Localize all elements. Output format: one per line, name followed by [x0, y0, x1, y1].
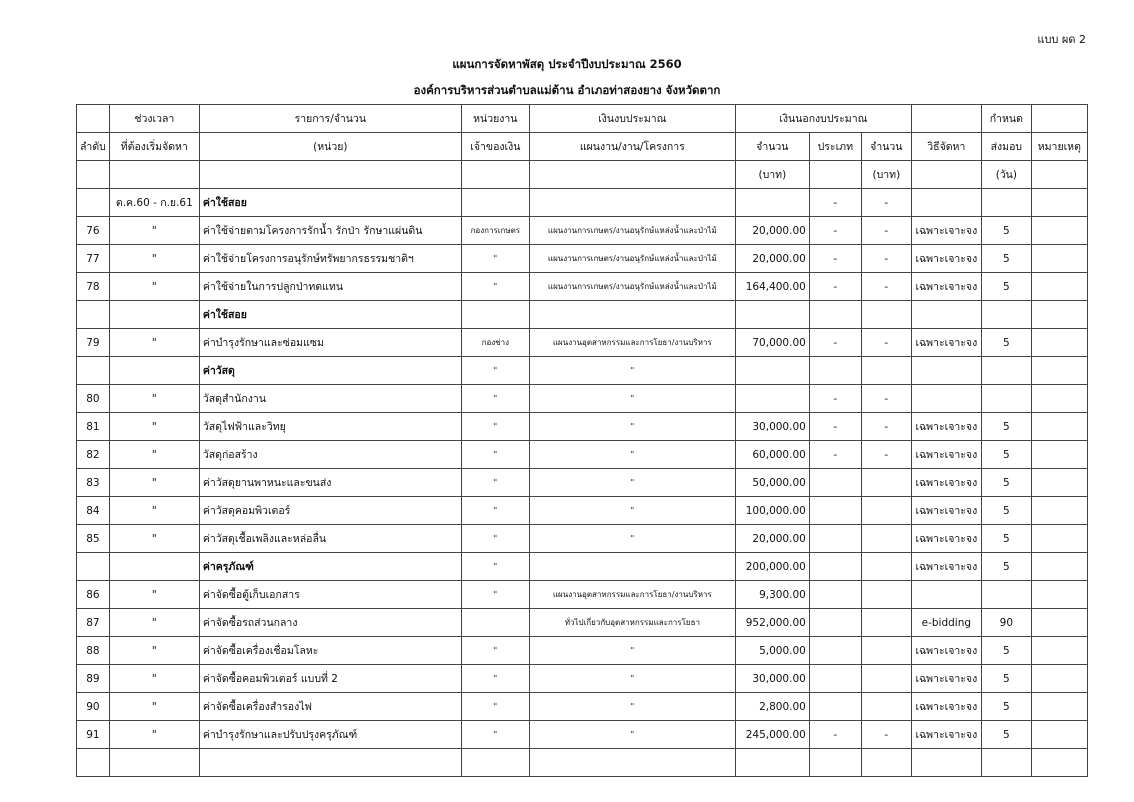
row-unit: " [461, 693, 529, 721]
row-plan: " [529, 357, 735, 385]
row-type: - [809, 189, 861, 217]
row-item: ค่าจัดซื้อตู้เก็บเอกสาร [199, 581, 461, 609]
row-number: 82 [77, 441, 110, 469]
row-plan: แผนงานอุตสาหกรรมและการโยธา/งานบริหาร [529, 329, 735, 357]
document-title: แผนการจัดหาพัสดุ ประจำปีงบประมาณ 2560 [452, 57, 682, 71]
row-unit [461, 749, 529, 777]
row-amount2: - [861, 329, 911, 357]
row-days [981, 581, 1031, 609]
row-remark [1031, 217, 1087, 245]
header-cell [199, 161, 461, 189]
row-plan: " [529, 525, 735, 553]
row-amount2: - [861, 245, 911, 273]
row-number [77, 553, 110, 581]
table-row [77, 497, 1088, 525]
header-budget-bottom: แผนงาน/งาน/โครงการ [529, 133, 735, 161]
row-unit: " [461, 413, 529, 441]
row-remark [1031, 749, 1087, 777]
row-method [911, 357, 981, 385]
row-period [109, 553, 199, 581]
row-number [77, 357, 110, 385]
row-plan: " [529, 693, 735, 721]
row-method [911, 301, 981, 329]
table-row [77, 385, 1088, 413]
row-number: 76 [77, 217, 110, 245]
row-days: 5 [981, 665, 1031, 693]
row-plan: แผนงานการเกษตร/งานอนุรักษ์แหล่งน้ำและป่าไม้ [529, 217, 735, 245]
row-days: 5 [981, 245, 1031, 273]
row-number: 87 [77, 609, 110, 637]
row-period: " [109, 609, 199, 637]
table-row [77, 553, 1088, 581]
row-unit: " [461, 497, 529, 525]
row-plan: แผนงานการเกษตร/งานอนุรักษ์แหล่งน้ำและป่าไม้ [529, 273, 735, 301]
row-amount: 200,000.00 [735, 553, 809, 581]
row-plan: แผนงานการเกษตร/งานอนุรักษ์แหล่งน้ำและป่าไม้ [529, 245, 735, 273]
row-amount [735, 189, 809, 217]
row-unit: " [461, 273, 529, 301]
row-method: เฉพาะเจาะจง [911, 497, 981, 525]
row-remark [1031, 497, 1087, 525]
row-amount: 70,000.00 [735, 329, 809, 357]
table-row [77, 301, 1088, 329]
document-subtitle: องค์การบริหารส่วนตำบลแม่ต้าน อำเภอท่าสองยาง จังหวัดตาก [413, 83, 721, 97]
header-period-top: ช่วงเวลา [109, 105, 199, 133]
row-method [911, 581, 981, 609]
row-remark [1031, 665, 1087, 693]
header-baht: (บาท) [735, 161, 809, 189]
row-period [109, 301, 199, 329]
header-seq: ลำดับ [77, 133, 110, 161]
row-amount2 [861, 469, 911, 497]
row-unit: " [461, 385, 529, 413]
row-type: - [809, 441, 861, 469]
row-number [77, 189, 110, 217]
row-item: ค่าวัสดุเชื้อเพลิงและหล่อลื่น [199, 525, 461, 553]
row-type [809, 665, 861, 693]
row-plan: " [529, 469, 735, 497]
row-remark [1031, 469, 1087, 497]
row-period: " [109, 385, 199, 413]
row-method: เฉพาะเจาะจง [911, 441, 981, 469]
row-type [809, 637, 861, 665]
row-days [981, 749, 1031, 777]
row-days [981, 189, 1031, 217]
table-row [77, 329, 1088, 357]
row-plan: " [529, 413, 735, 441]
row-remark [1031, 581, 1087, 609]
header-baht2: (บาท) [861, 161, 911, 189]
header-unit-top: หน่วยงาน [461, 105, 529, 133]
row-remark [1031, 329, 1087, 357]
row-item: ค่าใช้สอย [199, 189, 461, 217]
table-row [77, 637, 1088, 665]
row-remark [1031, 245, 1087, 273]
row-item: ค่าวัสดุคอมพิวเตอร์ [199, 497, 461, 525]
row-period: " [109, 217, 199, 245]
row-item: ค่าวัสดุ [199, 357, 461, 385]
row-method: เฉพาะเจาะจง [911, 245, 981, 273]
row-plan: " [529, 497, 735, 525]
row-period: " [109, 693, 199, 721]
table-row [77, 721, 1088, 749]
row-days: 5 [981, 441, 1031, 469]
table-row [77, 217, 1088, 245]
row-unit: " [461, 469, 529, 497]
row-number: 83 [77, 469, 110, 497]
row-days: 5 [981, 497, 1031, 525]
row-type [809, 357, 861, 385]
row-plan: " [529, 385, 735, 413]
row-method: เฉพาะเจาะจง [911, 721, 981, 749]
row-amount2 [861, 693, 911, 721]
header-amount2: จำนวน [861, 133, 911, 161]
row-period: " [109, 469, 199, 497]
header-row-1 [77, 105, 1088, 133]
row-unit: " [461, 721, 529, 749]
row-number: 84 [77, 497, 110, 525]
header-period-bottom: ที่ต้องเริ่มจัดหา [109, 133, 199, 161]
row-remark [1031, 441, 1087, 469]
row-amount2 [861, 637, 911, 665]
header-row-3 [77, 161, 1088, 189]
row-days: 5 [981, 525, 1031, 553]
row-period: " [109, 525, 199, 553]
row-amount2: - [861, 189, 911, 217]
row-amount [735, 357, 809, 385]
row-amount: 100,000.00 [735, 497, 809, 525]
header-remark: หมายเหตุ [1031, 133, 1087, 161]
row-method: เฉพาะเจาะจง [911, 469, 981, 497]
row-type [809, 469, 861, 497]
row-method: เฉพาะเจาะจง [911, 217, 981, 245]
header-unit-bottom: เจ้าของเงิน [461, 133, 529, 161]
row-period: " [109, 497, 199, 525]
table-row [77, 413, 1088, 441]
row-amount2: - [861, 273, 911, 301]
row-unit: กองการเกษตร [461, 217, 529, 245]
table-row [77, 749, 1088, 777]
header-cell [911, 105, 981, 133]
row-unit: " [461, 357, 529, 385]
row-days [981, 357, 1031, 385]
row-remark [1031, 721, 1087, 749]
row-days: 5 [981, 469, 1031, 497]
row-type [809, 693, 861, 721]
row-amount2 [861, 525, 911, 553]
table-row [77, 609, 1088, 637]
header-type: ประเภท [809, 133, 861, 161]
row-method: เฉพาะเจาะจง [911, 553, 981, 581]
header-cell [1031, 161, 1087, 189]
row-amount: 50,000.00 [735, 469, 809, 497]
header-items-bottom: (หน่วย) [199, 133, 461, 161]
row-item: ค่าใช้สอย [199, 301, 461, 329]
row-plan: " [529, 721, 735, 749]
table-row [77, 525, 1088, 553]
row-period [109, 749, 199, 777]
row-amount2 [861, 749, 911, 777]
table-row [77, 273, 1088, 301]
row-method: เฉพาะเจาะจง [911, 329, 981, 357]
header-deadline-top: กำหนด [981, 105, 1031, 133]
table-row [77, 357, 1088, 385]
row-amount2 [861, 357, 911, 385]
row-amount [735, 385, 809, 413]
row-remark [1031, 301, 1087, 329]
row-days: 5 [981, 637, 1031, 665]
row-type: - [809, 721, 861, 749]
row-amount2 [861, 497, 911, 525]
row-method [911, 749, 981, 777]
form-code: แบบ ผด 2 [1037, 33, 1086, 46]
row-type: - [809, 385, 861, 413]
row-method: เฉพาะเจาะจง [911, 413, 981, 441]
row-type: - [809, 413, 861, 441]
row-period: " [109, 245, 199, 273]
header-row-2 [77, 133, 1088, 161]
row-period: " [109, 665, 199, 693]
row-item: ค่าใช้จ่ายโครงการอนุรักษ์ทรัพยากรธรรมชาติฯ [199, 245, 461, 273]
row-number: 91 [77, 721, 110, 749]
header-amount: จำนวน [735, 133, 809, 161]
row-remark [1031, 357, 1087, 385]
table-row [77, 245, 1088, 273]
table-row [77, 189, 1088, 217]
table-row [77, 469, 1088, 497]
row-item: ค่าครุภัณฑ์ [199, 553, 461, 581]
row-item: วัสดุก่อสร้าง [199, 441, 461, 469]
row-remark [1031, 385, 1087, 413]
row-days: 5 [981, 721, 1031, 749]
row-item: ค่าจัดซื้อรถส่วนกลาง [199, 609, 461, 637]
row-amount2 [861, 581, 911, 609]
row-amount2 [861, 301, 911, 329]
row-amount: 5,000.00 [735, 637, 809, 665]
row-method: เฉพาะเจาะจง [911, 693, 981, 721]
row-item: วัสดุสำนักงาน [199, 385, 461, 413]
row-number: 79 [77, 329, 110, 357]
row-days: 5 [981, 273, 1031, 301]
row-type [809, 581, 861, 609]
row-item: วัสดุไฟฟ้าและวิทยุ [199, 413, 461, 441]
row-number [77, 749, 110, 777]
row-number: 81 [77, 413, 110, 441]
row-item: ค่าจัดซื้อคอมพิวเตอร์ แบบที่ 2 [199, 665, 461, 693]
header-budget-top: เงินงบประมาณ [529, 105, 735, 133]
header-cell [911, 161, 981, 189]
row-remark [1031, 189, 1087, 217]
row-unit: กองช่าง [461, 329, 529, 357]
row-method: เฉพาะเจาะจง [911, 665, 981, 693]
row-period: " [109, 273, 199, 301]
row-unit: " [461, 525, 529, 553]
header-cell [809, 161, 861, 189]
row-unit [461, 301, 529, 329]
header-method: วิธีจัดหา [911, 133, 981, 161]
row-unit: " [461, 581, 529, 609]
row-number: 77 [77, 245, 110, 273]
header-days: (วัน) [981, 161, 1031, 189]
row-days: 5 [981, 553, 1031, 581]
row-unit: " [461, 441, 529, 469]
row-type: - [809, 273, 861, 301]
row-period [109, 357, 199, 385]
row-type: - [809, 245, 861, 273]
row-item: ค่าใช้จ่ายตามโครงการรักน้ำ รักป่า รักษาแผ่นดิน [199, 217, 461, 245]
row-method: e-bidding [911, 609, 981, 637]
row-method [911, 189, 981, 217]
row-amount [735, 301, 809, 329]
row-type [809, 525, 861, 553]
row-amount2: - [861, 413, 911, 441]
row-amount: 2,800.00 [735, 693, 809, 721]
row-period: " [109, 581, 199, 609]
header-items-top: รายการ/จำนวน [199, 105, 461, 133]
row-plan: ทั่วไปเกี่ยวกับอุตสาหกรรมและการโยธา [529, 609, 735, 637]
row-period: " [109, 637, 199, 665]
row-method [911, 385, 981, 413]
header-cell [109, 161, 199, 189]
row-remark [1031, 637, 1087, 665]
row-item: ค่าวัสดุยานพาหนะและขนส่ง [199, 469, 461, 497]
row-amount2: - [861, 385, 911, 413]
row-item [199, 749, 461, 777]
row-type [809, 497, 861, 525]
header-offbudget-top: เงินนอกงบประมาณ [735, 105, 911, 133]
header-cell [77, 105, 110, 133]
row-period: " [109, 329, 199, 357]
row-plan [529, 749, 735, 777]
header-cell [529, 161, 735, 189]
row-item: ค่าบำรุงรักษาและปรับปรุงครุภัณฑ์ [199, 721, 461, 749]
table-row [77, 693, 1088, 721]
header-cell [461, 161, 529, 189]
row-amount: 60,000.00 [735, 441, 809, 469]
row-number [77, 301, 110, 329]
row-plan: " [529, 665, 735, 693]
row-amount2 [861, 609, 911, 637]
row-period: " [109, 721, 199, 749]
row-period: " [109, 413, 199, 441]
row-days [981, 301, 1031, 329]
row-amount2 [861, 665, 911, 693]
row-days: 5 [981, 693, 1031, 721]
row-item: ค่าบำรุงรักษาและซ่อมแซม [199, 329, 461, 357]
row-days: 5 [981, 217, 1031, 245]
procurement-plan-table [76, 104, 1088, 777]
row-amount2 [861, 553, 911, 581]
row-plan: " [529, 637, 735, 665]
row-method: เฉพาะเจาะจง [911, 273, 981, 301]
row-number: 86 [77, 581, 110, 609]
row-type: - [809, 217, 861, 245]
row-remark [1031, 553, 1087, 581]
row-amount2: - [861, 721, 911, 749]
row-number: 78 [77, 273, 110, 301]
row-method: เฉพาะเจาะจง [911, 637, 981, 665]
row-plan: แผนงานอุตสาหกรรมและการโยธา/งานบริหาร [529, 581, 735, 609]
row-days [981, 385, 1031, 413]
row-amount: 245,000.00 [735, 721, 809, 749]
header-cell [1031, 105, 1087, 133]
row-number: 88 [77, 637, 110, 665]
row-type [809, 749, 861, 777]
row-item: ค่าจัดซื้อเครื่องสำรองไฟ [199, 693, 461, 721]
row-amount: 164,400.00 [735, 273, 809, 301]
row-amount: 30,000.00 [735, 665, 809, 693]
row-number: 85 [77, 525, 110, 553]
row-amount: 20,000.00 [735, 525, 809, 553]
row-number: 80 [77, 385, 110, 413]
row-type [809, 553, 861, 581]
row-method: เฉพาะเจาะจง [911, 525, 981, 553]
row-period: ต.ค.60 - ก.ย.61 [109, 189, 199, 217]
row-period: " [109, 441, 199, 469]
row-plan [529, 189, 735, 217]
row-remark [1031, 413, 1087, 441]
row-number: 90 [77, 693, 110, 721]
row-days: 5 [981, 413, 1031, 441]
row-unit: " [461, 553, 529, 581]
row-type [809, 609, 861, 637]
table-row [77, 441, 1088, 469]
row-plan: " [529, 441, 735, 469]
table-row [77, 581, 1088, 609]
row-number: 89 [77, 665, 110, 693]
row-remark [1031, 609, 1087, 637]
row-amount [735, 749, 809, 777]
row-amount2: - [861, 441, 911, 469]
row-amount2: - [861, 217, 911, 245]
row-item: ค่าใช้จ่ายในการปลูกป่าทดแทน [199, 273, 461, 301]
row-type [809, 301, 861, 329]
row-amount: 952,000.00 [735, 609, 809, 637]
row-item: ค่าจัดซื้อเครื่องเชื่อมโลหะ [199, 637, 461, 665]
row-remark [1031, 273, 1087, 301]
row-days: 90 [981, 609, 1031, 637]
row-unit: " [461, 665, 529, 693]
row-remark [1031, 525, 1087, 553]
row-unit [461, 189, 529, 217]
header-cell [77, 161, 110, 189]
header-deadline-mid: ส่งมอบ [981, 133, 1031, 161]
row-remark [1031, 693, 1087, 721]
row-amount: 30,000.00 [735, 413, 809, 441]
row-plan [529, 301, 735, 329]
row-unit: " [461, 245, 529, 273]
table-row [77, 665, 1088, 693]
row-plan [529, 553, 735, 581]
row-amount: 20,000.00 [735, 217, 809, 245]
row-amount: 20,000.00 [735, 245, 809, 273]
row-type: - [809, 329, 861, 357]
row-amount: 9,300.00 [735, 581, 809, 609]
row-unit [461, 609, 529, 637]
row-unit: " [461, 637, 529, 665]
row-days: 5 [981, 329, 1031, 357]
